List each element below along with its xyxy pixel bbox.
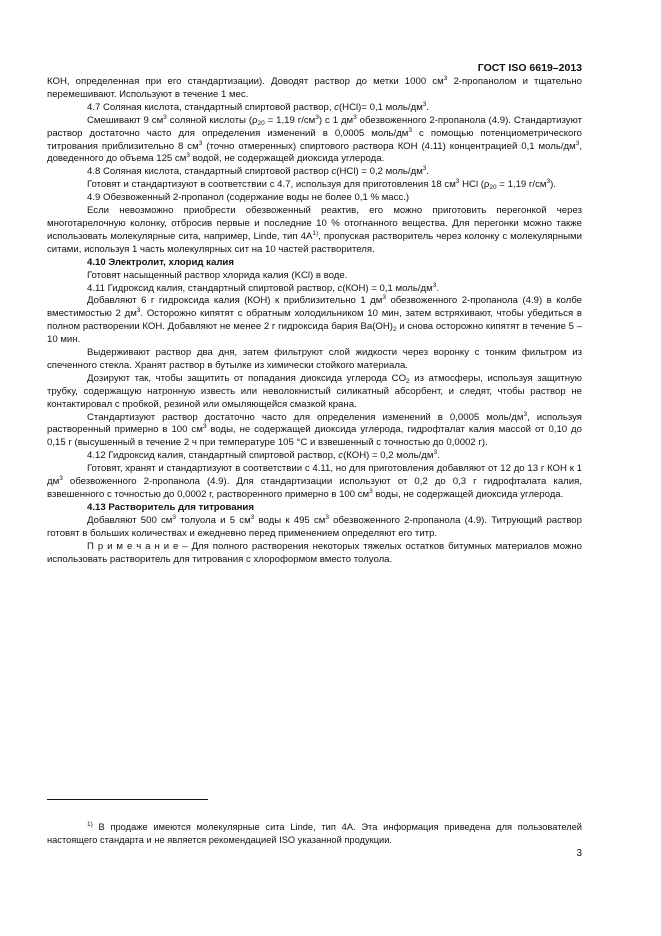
note: П р и м е ч а н и е – Для полного растворения некоторых тяжелых остатков битумных материалов можно использовать растворитель для титрования с хлороформом вместо толуола.: [47, 540, 582, 565]
page-header-standard-code: ГОСТ ISO 6619–2013: [477, 62, 582, 74]
section-4-9-heading: 4.9 Обезвоженный 2-пропанол (содержание воды не более 0,1 % масс.): [87, 192, 410, 204]
section-4-7-heading: 4.7 Соляная кислота, стандартный спиртовой раствор, c(HCl)= 0,1 моль/$дм^3$.: [87, 100, 430, 113]
section-4-11-text-3: Дозируют так, чтобы защитить от попадания диоксида углерода $CO_2$ из атмосферы, используя защитную трубку, содержащую натронную известь или неволокнистый силикатный абсорбент, и следят, чтобы раствор не контактировал с пробкой, резиной или омыляющейся смазкой крана.: [47, 372, 582, 410]
footnote-separator: [47, 799, 208, 800]
section-4-11-text-2: Выдерживают раствор два дня, затем фильтруют слой жидкости через воронку с тонким фильтром из спеченного стекла. Хранят раствор в бутылке из химически стойкого материала.: [47, 347, 582, 371]
footnote-marker: 1): [87, 821, 93, 828]
section-4-11-text-4: Стандартизуют раствор достаточно часто для определения изменений в 0,0005 моль/$дм^3$, используя растворенный примерно в 100 $см^3$ воды, не содержащей диоксида углерода, гидрофталат калия массой от 0,10 до 0,15 г (высушенный в течение 2 ч при температуре 105 °С и взвешенный с точностью до 0,0002 г).: [47, 410, 583, 449]
section-4-10-heading: 4.10 Электролит, хлорид калия: [87, 256, 234, 268]
section-4-10-text: Готовят насыщенный раствор хлорида калия (KCl) в воде.: [87, 269, 348, 281]
document-body: [47, 76, 582, 566]
section-4-7-text: Смешивают 9 $см^3$ соляной кислоты ($\rho_{20} = 1,19$ $г/см^3$) с 1 $дм^3$ обезвоженного 2-пропанола (4.9). Стандартизуют раствор достаточно часто для определения изменений в 0,0005 моль/$дм^3$ с помощью потенциометрического титрования приблизительно 8 $см^3$ (точно отмеренных) спиртового раствора КОН (4.11) концентрацией 0,1 моль/$дм^3$, доведенного до объема 125 $см^3$ водой, не содержащей диоксида углерода.: [47, 113, 582, 165]
note-label: П р и м е ч а н и е: [87, 540, 179, 552]
section-4-12-text: Готовят, хранят и стандартизуют в соответствии с 4.11, но для приготовления добавляют от 12 до 13 г КОН к 1 $дм^3$ обезвоженного 2-пропанола (4.9). Для стандартизации используют от 0,2 до 0,3 г гидрофталата калия, взвешенного с точностью до 0,0002 г, растворенного примерно в 100 $см^3$ воды, не содержащей диоксида углерода.: [47, 463, 582, 500]
footnote-reference: 1): [312, 229, 319, 237]
footnote: $^{1)}$ В продаже имеются молекулярные сита Linde, тип 4А. Эта информация приведена для пользователей настоящего стандарта и не является рекомендацией ISO указанной продукции.: [47, 821, 582, 845]
section-4-8-heading: 4.8 Соляная кислота, стандартный спиртовой раствор c(HCl) = 0,2 моль/$дм^3$.: [87, 165, 430, 178]
page-number: 3: [576, 848, 582, 859]
section-4-9-text: Если невозможно приобрести обезвоженный реактив, его можно приготовить перегонкой через многотарелочную колонку, отбросив первые и последние 10 % отогнанного вещества. Для перегонки можно также использовать молекулярные сита, например, Linde, тип $4А^{1)}$, пропуская растворитель через колонку с молекулярными ситами, используя 1 часть молекулярных сит на 10 частей растворителя.: [47, 205, 583, 255]
section-4-8-text: Готовят и стандартизуют в соответствии с 4.7, используя для приготовления 18 $см^3$ HCl ($\rho_{20} = 1,19$ $г/см^3$).: [87, 178, 556, 192]
section-4-13-heading: 4.13 Растворитель для титрования: [87, 501, 254, 513]
section-4-11-text-1: Добавляют 6 г гидроксида калия (КОН) к приблизительно 1 $дм^3$ обезвоженного 2-пропанола (4.9) в колбе вместимостью 2 $дм^3$. Осторожно кипятят с обратным холодильником 10 мин, затем встряхивают, чтобы убедиться в полном растворении КОН. Добавляют не менее 2 г гидроксида бария $Ва(ОН)_2$ и снова осторожно кипятят в течение 5 – 10 мин.: [47, 294, 583, 346]
paragraph-continuation: КОН, определенная при его стандартизации). Доводят раствор до метки 1000 $см^3$ 2-пропанолом и тщательно перемешивают. Используют в течение 1 мес.: [47, 75, 583, 100]
section-4-13-text: Добавляют 500 $см^3$ толуола и 5 $см^3$ воды к 495 $см^3$ обезвоженного 2-пропанола (4.9). Титрующий раствор готовят в больших количествах и ежедневно перед применением определяют его титр.: [47, 513, 582, 539]
section-4-11-heading: 4.11 Гидроксид калия, стандартный спиртовой раствор, c(КОН) = 0,1 моль/$дм^3$.: [87, 281, 440, 294]
section-4-12-heading: 4.12 Гидроксид калия, стандартный спиртовой раствор, c(КОН) = 0,2 моль/$дм^3$.: [87, 449, 440, 462]
